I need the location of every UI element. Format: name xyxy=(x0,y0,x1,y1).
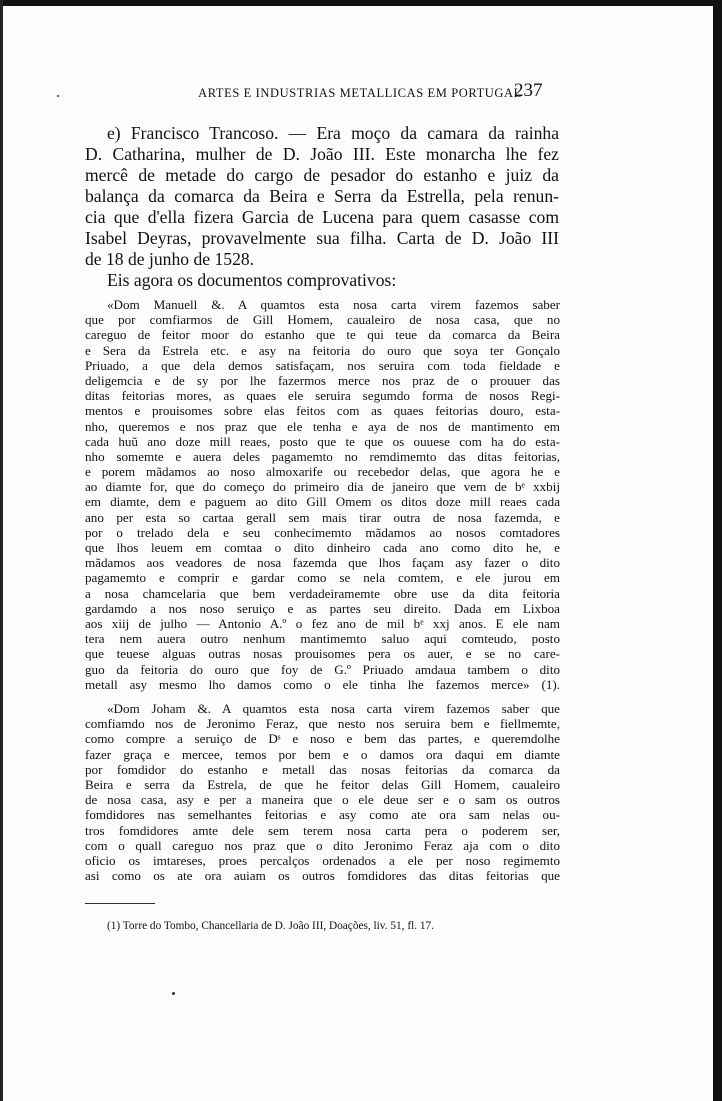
doc-line: que lhos leuem em comtaa o dito dinheiro cada ano como dito he, e xyxy=(85,540,560,555)
doc-line: deligemcia e de sy por lhe fazermos merce nos praz de o prouuer das xyxy=(85,372,560,388)
doc-line: tera nem auera outro nenhum mantimemto saluo aqui comteudo, posto xyxy=(85,631,560,647)
doc-line: pagamemto e comprir e gardar como se nela comtem, e ele jurou em xyxy=(85,570,560,586)
doc-line: tros fomdidores amte dele sem terem nosa carta pera o poderem ser, xyxy=(85,822,560,838)
body-line: mercê de metade do cargo de pesador do estanho e juiz da xyxy=(85,165,559,185)
doc-line: asi como os ate ora auiam os outros fomdidores das ditas feitorias que xyxy=(85,868,560,884)
doc-line: gardamdo a nos noso seruiço e as partes seu direito. Dada em Lixboa xyxy=(85,600,560,616)
doc-line: por o trelado dela e seu conhecimemto mãdamos ao nosos comtadores xyxy=(85,524,560,540)
doc-line: que por comfiarmos de Gill Homem, caualeiro de nosa casa, que no xyxy=(85,312,560,328)
print-speck xyxy=(172,992,175,995)
doc-line: comfiamdo nos de Jeronimo Feraz, que nesto nos seruira bem e fiellmemte, xyxy=(85,716,560,732)
doc-line: «Dom Joham &. A quamtos esta nosa carta virem fazemos saber que xyxy=(107,701,560,716)
doc-line: a nosa chamcelaria que bem verdadeiramemte obre use da dita feitoria xyxy=(85,585,560,601)
body-line: e) Francisco Trancoso. — Era moço da camara da rainha xyxy=(107,123,559,143)
doc-line: com o quall careguo nos praz que o dito Jeronimo Feraz aja com o dito xyxy=(85,837,560,853)
doc-line: «Dom Manuell &. A quamtos esta nosa carta virem fazemos saber xyxy=(107,297,560,312)
footnote: (1) Torre do Tombo, Chancellaria de D. João III, Doações, liv. 51, fl. 17. xyxy=(107,920,434,932)
document-quote-2 xyxy=(85,701,560,883)
doc-line: de nosa casa, asy e per a maneira que o ele deue ser e o sam os outros xyxy=(85,792,560,808)
doc-line: Priuado, a que dela demos satisfaçam, nos seruira com toda fieldade e xyxy=(85,357,560,373)
doc-line: ditas feitorias mores, as quaes ele seruira segumdo forma de nosos Regi- xyxy=(85,388,560,404)
doc-line: aos xiij de julho — Antonio A.º o fez ano de mil bᵉ xxj anos. E ele nam xyxy=(85,615,560,631)
doc-line: oficio os imtareses, proes percalços ordenados a ele per noso regimemto xyxy=(85,852,560,868)
doc-line: que teuese alguas outras nosas prouisomes pera os auer, e se no care- xyxy=(85,646,560,662)
doc-line: e porem mãdamos ao noso almoxarife ou recebedor delas, que agora he e xyxy=(85,464,560,480)
body-line: balança da comarca da Beira e Serra da Estrella, pela renun- xyxy=(85,186,559,206)
body-text xyxy=(85,123,559,291)
document-quote-1 xyxy=(85,297,560,692)
doc-line: fazer graça e mercee, temos por bem e o damos ora daqui em diamte xyxy=(85,746,560,762)
doc-line: mãdamos aos veadores de nosa fazemda que lhos façam asy fazer o dito xyxy=(85,555,560,571)
doc-line: guo da feitoria do ouro que foy de G.º Priuado amdaua tambem o dito xyxy=(85,661,560,677)
doc-line: em diamte, dem e paguem ao dito Gill Omem os ditos doze mill reaes cada xyxy=(85,494,560,510)
doc-line: nho somemte e auera deles pagamemto no remdimemto das ditas feitorias, xyxy=(85,448,560,464)
doc-line: metall asy mesmo lho damos como o ele tinha lhe fazemos merce» (1). xyxy=(85,676,560,692)
doc-line: ano per esta so cartaa gerall sem mais tirar outra de nosa fazemda, e xyxy=(85,509,560,525)
body-line: cia que d'ella fizera Garcia de Lucena para quem casasse com xyxy=(85,207,559,227)
doc-line: ao diamte for, que do começo do primeiro dia de janeiro que vem de bᵉ xxbij xyxy=(85,479,560,495)
doc-line: e Sera da Estrela etc. e asy na feitoria do ouro que soya ter Gonçalo xyxy=(85,342,560,358)
page-number: 237 xyxy=(514,80,543,101)
body-line: de 18 de junho de 1528. xyxy=(85,249,255,269)
body-line: Eis agora os documentos comprovativos: xyxy=(107,270,397,290)
doc-line: fomdidores nas semelhantes feitorias e asy como ate ora sam nelas ou- xyxy=(85,807,560,823)
doc-line: careguo de feitor moor do estanho que te qui teue da comarca da Beira xyxy=(85,327,560,343)
doc-line: como compre a seruiço de Dˢ e noso e bem das partes, e queremdolhe xyxy=(85,731,560,747)
doc-line: por fomdidor do estanho e metall das nosas feitorias da comarca da xyxy=(85,761,560,777)
doc-line: Beira e serra da Estrela, de que he feitor delas Gill Homem, caualeiro xyxy=(85,776,560,792)
doc-line: cada huũ ano doze mill reaes, posto que te que os ouuese com ha do esta- xyxy=(85,433,560,449)
doc-line: mentos e prouisomes sobre elas feitos com as quaes feitorias douro, esta- xyxy=(85,403,560,419)
print-speck xyxy=(57,95,59,97)
doc-line: nho, queremos e nos praz que ele tenha e aya de nos de mantimento em xyxy=(85,418,560,434)
body-line: D. Catharina, mulher de D. João III. Este monarcha lhe fez xyxy=(85,144,559,164)
body-line: Isabel Deyras, provavelmente sua filha. Carta de D. João III xyxy=(85,228,559,248)
scan-border-left xyxy=(0,0,3,1101)
scan-border-right xyxy=(713,0,722,1101)
scan-border-top xyxy=(0,0,722,6)
footnote-divider xyxy=(85,903,155,904)
running-header: ARTES E INDUSTRIAS METALLICAS EM PORTUGAL xyxy=(198,86,522,100)
